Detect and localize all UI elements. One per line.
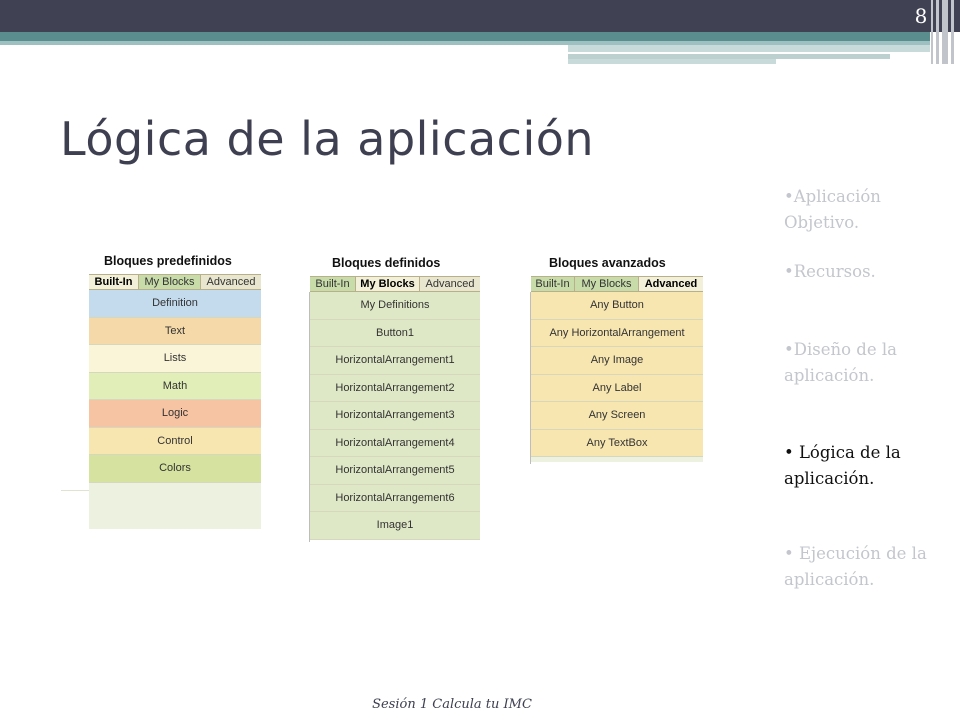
sidebar-item-recursos[interactable] [784, 259, 924, 285]
tab-my-blocks[interactable]: My Blocks [356, 277, 420, 291]
panel-defined-blocks [310, 256, 480, 542]
block-item-any-textbox[interactable]: Any TextBox [531, 430, 703, 458]
bullet: • [784, 262, 794, 281]
block-item-horizontal-arrangement5[interactable]: HorizontalArrangement5 [310, 457, 480, 485]
tab-bar [89, 274, 261, 290]
block-item-horizontal-arrangement3[interactable]: HorizontalArrangement3 [310, 402, 480, 430]
tab-advanced[interactable]: Advanced [639, 277, 703, 291]
scrollbar-edge [530, 292, 531, 464]
block-item-horizontal-arrangement1[interactable]: HorizontalArrangement1 [310, 347, 480, 375]
blocks-list [531, 292, 703, 462]
header-vertical-bar [936, 0, 939, 64]
block-item-any-image[interactable]: Any Image [531, 347, 703, 375]
panel-advanced-blocks [531, 256, 703, 462]
block-item-image1[interactable]: Image1 [310, 512, 480, 540]
block-item-colors[interactable]: Colors [89, 455, 261, 483]
panel-title: Bloques predefinidos [104, 254, 232, 268]
scrollbar-edge [309, 292, 310, 542]
sidebar-item-label: Ejecución de la aplicación. [784, 544, 927, 589]
slide-number: 8 [914, 4, 928, 28]
block-item-lists[interactable]: Lists [89, 345, 261, 373]
tab-built-in[interactable]: Built-In [89, 275, 139, 289]
tab-bar [531, 276, 703, 292]
block-item-any-screen[interactable]: Any Screen [531, 402, 703, 430]
sidebar-item-logica[interactable] [784, 440, 924, 492]
header-vertical-bar [951, 0, 954, 64]
block-item-button1[interactable]: Button1 [310, 320, 480, 348]
footer [0, 697, 960, 712]
bullet: • [784, 443, 794, 462]
header-line [568, 59, 776, 64]
tab-my-blocks[interactable]: My Blocks [139, 275, 201, 289]
block-item-any-button[interactable]: Any Button [531, 292, 703, 320]
tab-advanced[interactable]: Advanced [206, 276, 256, 288]
block-item-any-label[interactable]: Any Label [531, 375, 703, 403]
bullet: • [784, 544, 794, 563]
slide-title: Lógica de la aplicación [60, 112, 595, 166]
footer-text: Sesión 1 Calcula tu IMC [372, 697, 532, 712]
tab-advanced[interactable]: Advanced [425, 278, 475, 290]
sidebar-item-label: Diseño de la aplicación. [784, 340, 897, 385]
blocks-list [310, 292, 480, 540]
sidebar-item-label: Lógica de la aplicación. [784, 443, 901, 488]
header-stripe-accent [568, 45, 930, 52]
sidebar-item-label: Recursos. [793, 262, 876, 281]
divider-line [61, 490, 89, 491]
block-item-definition[interactable]: Definition [89, 290, 261, 318]
tab-built-in[interactable]: Built-In [531, 277, 575, 291]
block-item-my-definitions[interactable]: My Definitions [310, 292, 480, 320]
block-item-logic[interactable]: Logic [89, 400, 261, 428]
block-item-any-horizontal-arrangement[interactable]: Any HorizontalArrangement [531, 320, 703, 348]
header-bar [0, 0, 960, 32]
block-item-horizontal-arrangement2[interactable]: HorizontalArrangement2 [310, 375, 480, 403]
header-vertical-bar [942, 0, 948, 64]
block-item-math[interactable]: Math [89, 373, 261, 401]
tab-my-blocks[interactable]: My Blocks [575, 277, 639, 291]
panel-title: Bloques definidos [332, 256, 441, 270]
bullet: • [784, 187, 794, 206]
blocks-list-empty-area [531, 457, 703, 462]
block-item-control[interactable]: Control [89, 428, 261, 456]
header-stripe [0, 32, 930, 41]
tab-bar [310, 276, 480, 292]
blocks-list [89, 290, 261, 529]
sidebar-item-aplicacion-objetivo[interactable] [784, 184, 924, 236]
panel-predefined-blocks [89, 254, 261, 532]
block-item-horizontal-arrangement4[interactable]: HorizontalArrangement4 [310, 430, 480, 458]
block-item-horizontal-arrangement6[interactable]: HorizontalArrangement6 [310, 485, 480, 513]
sidebar-item-diseno[interactable] [784, 337, 924, 389]
bullet: • [784, 340, 794, 359]
sidebar-item-label: Aplicación Objetivo. [784, 187, 881, 232]
block-item-text[interactable]: Text [89, 318, 261, 346]
blocks-list-empty-area [89, 483, 261, 529]
tab-built-in[interactable]: Built-In [310, 277, 356, 291]
panel-title: Bloques avanzados [549, 256, 666, 270]
sidebar-item-ejecucion[interactable] [784, 541, 954, 593]
